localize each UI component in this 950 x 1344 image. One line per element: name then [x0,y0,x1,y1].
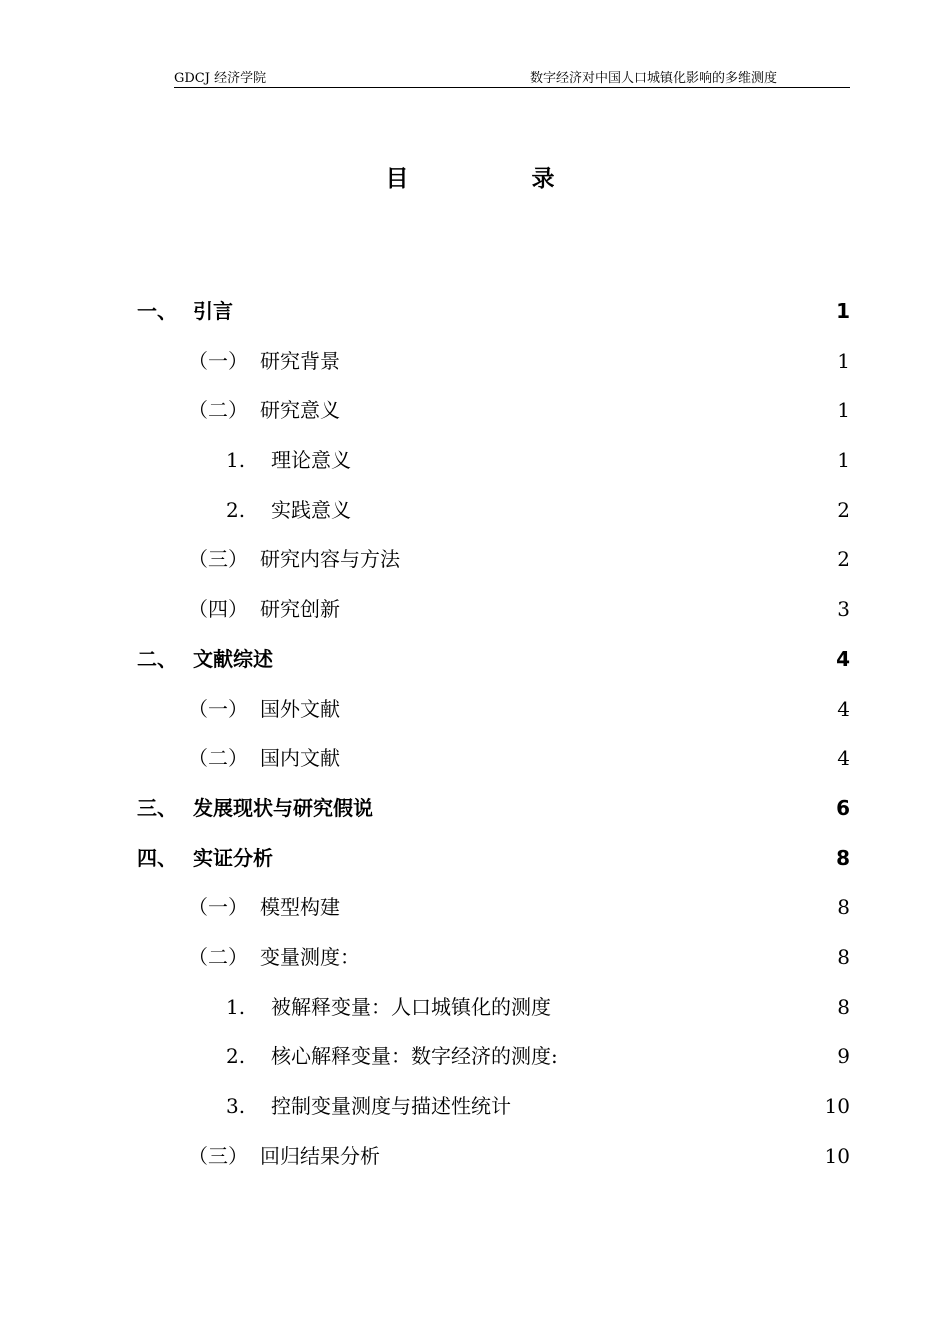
toc-entry-page: 1 [837,398,850,423]
toc-entry[interactable] [0,1132,950,1182]
toc-entry-number: （一） [188,696,248,721]
toc-entry-title[interactable]: 引言 [193,299,233,323]
toc-entry-number: （四） [188,597,248,622]
toc-entry-title[interactable]: 实证分析 [193,845,273,870]
toc-entry[interactable] [0,1032,950,1082]
toc-entry-title[interactable]: 理论意义 [271,448,351,473]
toc-entry-number: （三） [188,547,248,572]
toc-entry-page: 8 [837,994,850,1019]
toc-entry-page: 8 [837,944,850,969]
toc-entry-number: 四、 [137,845,177,870]
toc-entry-number: （二） [188,746,248,771]
toc-entry-title[interactable]: 实践意义 [271,497,351,522]
toc-entry[interactable] [0,287,950,337]
toc-entry[interactable] [0,486,950,536]
toc-entry-number: （二） [188,398,248,423]
toc-entry[interactable] [0,635,950,685]
toc-entry[interactable] [0,734,950,784]
toc-entry-number: 2. [226,1044,246,1069]
toc-entry[interactable] [0,337,950,387]
toc-entry-number: （一） [188,895,248,920]
toc-entry-number: 二、 [137,646,177,671]
toc-entry-page: 4 [836,646,850,671]
toc-entry-page: 2 [837,497,850,522]
toc-entry-number: （一） [188,348,248,373]
toc-entry-title[interactable]: 国外文献 [260,696,340,721]
toc-entry-page: 1 [837,348,850,373]
toc-entry[interactable] [0,585,950,635]
toc-entry-page: 10 [824,1143,850,1168]
toc-entry-title[interactable]: 文献综述 [193,646,273,671]
toc-entry[interactable] [0,983,950,1033]
toc-entry[interactable] [0,1082,950,1132]
toc-entry-page: 1 [837,448,850,473]
toc-entry-page: 3 [837,597,850,622]
toc-entry[interactable] [0,386,950,436]
toc-entry-title[interactable]: 发展现状与研究假说 [193,795,373,820]
toc-entry[interactable] [0,535,950,585]
toc-entry-title[interactable]: 研究意义 [260,398,340,423]
toc-entry[interactable] [0,784,950,834]
toc-entry-title[interactable]: 模型构建 [260,895,340,920]
toc-entry-page: 2 [837,547,850,572]
toc-title: 目 录 [385,166,605,192]
toc-entry-title[interactable]: 控制变量测度与描述性统计 [271,1094,511,1118]
page-header [174,64,850,88]
toc-entry-number: （三） [188,1143,248,1168]
toc-entry-title[interactable]: 研究创新 [260,597,340,622]
toc-entry-page: 1 [836,299,850,323]
toc-entry-number: 1. [226,994,246,1019]
toc-entry[interactable] [0,436,950,486]
header-document-title: 数字经济对中国人口城镇化影响的多维测度 [530,71,778,86]
toc-entry-number: 3. [226,1094,246,1118]
toc-entry-page: 8 [837,895,850,920]
header-institution: GDCJ 经济学院 [174,71,267,86]
toc-entry-page: 8 [836,845,850,870]
toc-entry-title[interactable]: 研究背景 [260,348,340,373]
toc-entry-number: 一、 [137,299,177,323]
toc-entry-number: 1. [226,448,246,473]
toc-entry-number: （二） [188,944,248,969]
toc-entry-page: 4 [837,696,850,721]
table-of-contents [0,287,950,1181]
toc-entry[interactable] [0,933,950,983]
toc-entry-number: 2. [226,497,246,522]
toc-entry-title[interactable]: 研究内容与方法 [260,547,400,572]
toc-entry-title[interactable]: 被解释变量：人口城镇化的测度 [271,994,551,1019]
toc-entry-number: 三、 [137,795,177,820]
toc-entry-title[interactable]: 国内文献 [260,746,340,771]
toc-entry[interactable] [0,834,950,884]
toc-entry[interactable] [0,883,950,933]
toc-entry-page: 9 [837,1044,850,1069]
toc-entry[interactable] [0,685,950,735]
toc-entry-title[interactable]: 变量测度： [260,944,360,969]
toc-entry-page: 4 [837,746,850,771]
toc-entry-title[interactable]: 核心解释变量：数字经济的测度: [271,1044,558,1069]
toc-entry-title[interactable]: 回归结果分析 [260,1143,380,1168]
toc-entry-page: 10 [824,1094,850,1118]
toc-entry-page: 6 [836,795,850,820]
